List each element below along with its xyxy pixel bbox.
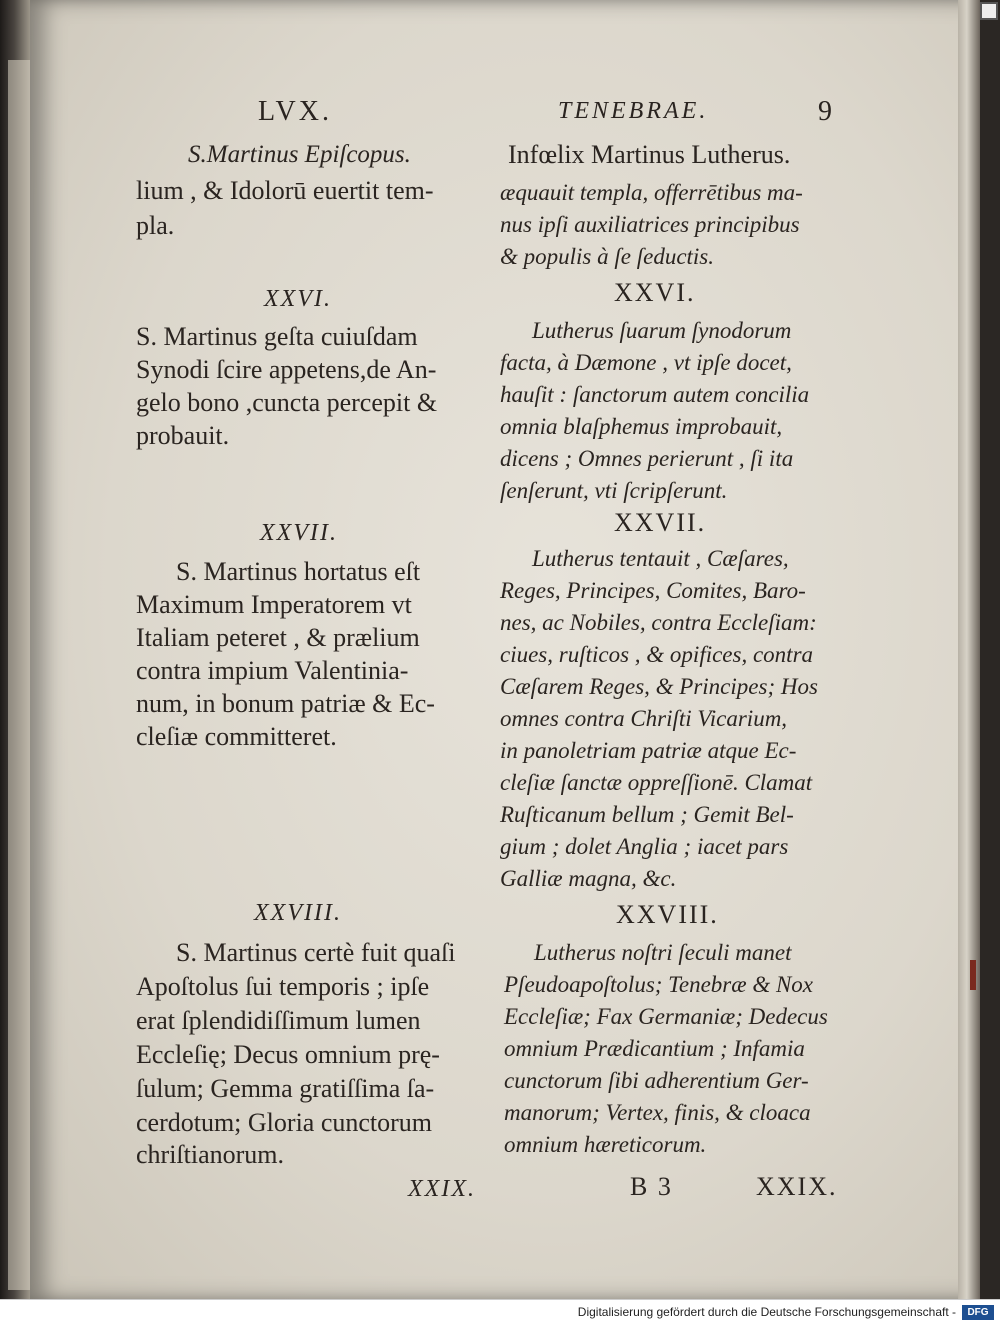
left-intro-line: pla.	[136, 211, 175, 240]
right-text-line: gium ; dolet Anglia ; iacet pars	[500, 834, 789, 859]
left-text-line: cerdotum; Gloria cunctorum	[136, 1108, 433, 1137]
right-section-number: XXVIII.	[616, 900, 719, 929]
right-text-line: Lutherus tentauit , Cæſares,	[532, 546, 789, 571]
header-right: TENEBRAE.	[558, 98, 709, 124]
right-intro-line: & populis à ſe ſeductis.	[500, 244, 715, 269]
right-text-line: Ruſticanum bellum ; Gemit Bel-	[500, 802, 794, 827]
right-text-line: Pſeudoapoſtolus; Tenebræ & Nox	[504, 972, 814, 997]
right-text-line: omnia blaſphemus improbauit,	[500, 414, 783, 439]
left-text-line: gelo bono ,cuncta percepit &	[136, 388, 438, 417]
right-text-line: manorum; Vertex, finis, & cloaca	[504, 1100, 811, 1125]
right-text-line: omnium hæreticorum.	[504, 1132, 707, 1157]
left-text-line: Italiam peteret , & prælium	[136, 623, 420, 652]
page-edge	[958, 0, 980, 1300]
right-text-line: ſenſerunt, vti ſcripſerunt.	[500, 478, 728, 503]
signature-mark: B 3	[630, 1172, 673, 1201]
left-text-line: ſulum; Gemma gratiſſima ſa-	[136, 1074, 435, 1103]
right-intro-line: æquauit templa, offerrētibus ma-	[500, 180, 803, 205]
right-text-line: Galliæ magna, &c.	[500, 866, 677, 891]
right-text-line: Cæſarem Reges, & Principes; Hos	[500, 674, 818, 699]
right-intro-line: nus ipſi auxiliatrices principibus	[500, 212, 800, 237]
left-catchword: XXIX.	[408, 1176, 476, 1202]
right-text-line: Lutherus ſuarum ſynodorum	[532, 318, 792, 343]
page-tab-marker	[970, 960, 976, 990]
left-text-line: erat ſplendidiſſimum lumen	[136, 1006, 421, 1035]
left-section-number: XXVII.	[260, 520, 338, 546]
right-text-line: cunctorum ſibi adherentium Ger-	[504, 1068, 809, 1093]
left-text-line: Synodi ſcire appetens,de An-	[136, 355, 437, 384]
right-section-number: XXVI.	[614, 278, 696, 307]
right-text-line: ciues, ruſticos , & opifices, contra	[500, 642, 814, 667]
left-text-line: chriſtianorum.	[136, 1140, 285, 1169]
left-text-line: contra impium Valentinia-	[136, 656, 409, 685]
left-text-line: num, in bonum patriæ & Ec-	[136, 689, 435, 718]
left-text-line: S. Martinus certè fuit quaſi	[176, 938, 456, 967]
book-page	[30, 0, 980, 1300]
right-text-line: Eccleſiæ; Fax Germaniæ; Dedecus	[504, 1004, 828, 1029]
right-text-line: omnium Prædicantium ; Infamia	[504, 1036, 805, 1061]
left-text-line: Maximum Imperatorem vt	[136, 590, 412, 619]
right-text-line: in panoletriam patriæ atque Ec-	[500, 738, 797, 763]
right-catchword: XXIX.	[756, 1172, 838, 1201]
footer-credit-text: Digitalisierung gefördert durch die Deutsche Forschungsgemeinschaft -	[577, 1305, 956, 1319]
left-text-line: S. Martinus hortatus eſt	[176, 557, 421, 586]
left-text-line: cleſiæ committeret.	[136, 722, 337, 751]
right-text-line: cleſiæ ſanctæ oppreſſionē. Clamat	[500, 770, 813, 795]
corner-crop-mark	[980, 2, 998, 20]
left-intro-line: lium , & Idolorū euertit tem-	[136, 176, 434, 205]
left-text-line: Eccleſię; Decus omnium prę-	[136, 1040, 440, 1069]
left-section-number: XXVIII.	[254, 900, 342, 926]
page-number: 9	[818, 96, 835, 127]
left-text-line: S. Martinus geſta cuiuſdam	[136, 322, 418, 351]
left-text-line: Apoſtolus ſui temporis ; ipſe	[136, 972, 430, 1001]
right-text-line: omnes contra Chriſti Vicarium,	[500, 706, 788, 731]
left-title: S.Martinus Epiſcopus.	[188, 141, 411, 168]
left-text-line: probauit.	[136, 421, 230, 450]
right-text-line: facta, à Dæmone , vt ipſe docet,	[500, 350, 792, 375]
left-section-number: XXVI.	[264, 286, 332, 312]
dfg-logo: DFG	[962, 1305, 994, 1320]
header-left: LVX.	[258, 96, 332, 127]
right-text-line: Lutherus noſtri ſeculi manet	[534, 940, 792, 965]
right-section-number: XXVII.	[614, 508, 707, 537]
digitization-footer	[0, 1299, 1000, 1326]
right-text-line: nes, ac Nobiles, contra Eccleſiam:	[500, 610, 817, 635]
right-text-line: Reges, Principes, Comites, Baro-	[500, 578, 806, 603]
right-title: Infœlix Martinus Lutherus.	[508, 140, 791, 169]
right-text-line: dicens ; Omnes perierunt , ſi ita	[500, 446, 794, 471]
right-text-line: hauſit : ſanctorum autem concilia	[500, 382, 810, 407]
